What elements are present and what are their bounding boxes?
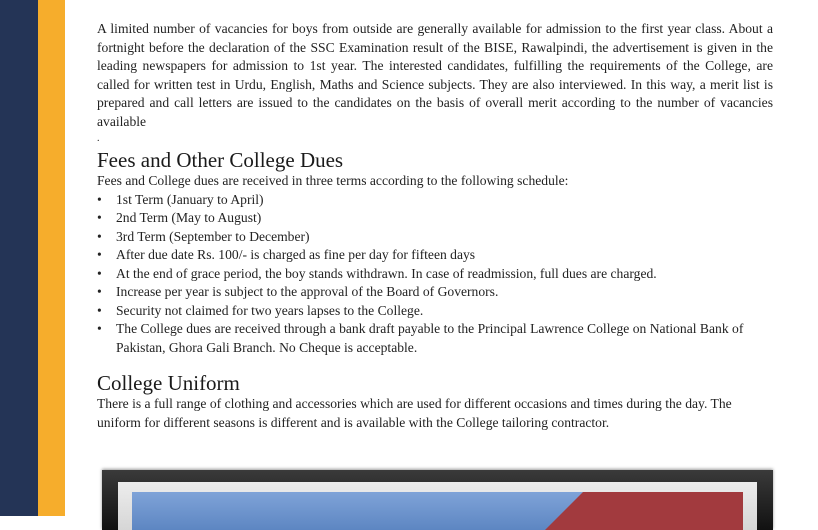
left-navy-stripe (0, 0, 38, 516)
stray-period: . (97, 133, 100, 144)
list-item (97, 246, 773, 265)
list-item-text: At the end of grace period, the boy stands withdrawn. In case of readmission, full dues are charged. (116, 265, 657, 281)
bullet-icon: • (97, 265, 102, 281)
bullet-icon: • (97, 302, 102, 318)
list-item-text: 1st Term (January to April) (116, 191, 264, 207)
left-gold-stripe (38, 0, 65, 516)
list-item-text: Security not claimed for two years lapses to the College. (116, 302, 424, 318)
bullet-icon: • (97, 321, 102, 336)
bullet-icon: • (97, 228, 102, 244)
admission-paragraph: A limited number of vacancies for boys from outside are generally available for admission to the first year class. About a fortnight before the declaration of the SSC Examination result of the BISE, Rawalpindi, the advertisement is given in the leading newspapers for admission to 1st year. The interested candidates, fulfilling the requirements of the College, are called for written test in Urdu, English, Maths and Science subjects. They are also interviewed. In this way, a merit list is prepared and call letters are issued to the candidates on the basis of overall merit according to the number of vacancies available (97, 21, 773, 129)
photo-mat (118, 482, 757, 530)
fees-intro: Fees and College dues are received in three terms according to the following schedule: (97, 173, 569, 188)
uniform-paragraph: There is a full range of clothing and accessories which are used for different occasions and times during the day. The uniform for different seasons is different and is available with the College tailoring contractor. (97, 396, 732, 430)
fees-schedule-list (97, 191, 773, 358)
list-item (97, 320, 773, 357)
list-item-text: The College dues are received through a bank draft payable to the Principal Lawrence College on National Bank of Pakistan, Ghora Gali Branch. No Cheque is acceptable. (116, 321, 744, 355)
college-building-photo (132, 492, 743, 530)
bullet-icon: • (97, 210, 102, 225)
bullet-icon: • (97, 191, 102, 207)
red-roof-shape (543, 492, 743, 530)
list-item (97, 265, 773, 284)
list-item-text: Increase per year is subject to the approval of the Board of Governors. (116, 284, 499, 299)
framed-photo (102, 470, 773, 530)
uniform-heading: College Uniform (97, 371, 240, 395)
list-item-text: After due date Rs. 100/- is charged as fine per day for fifteen days (116, 247, 476, 262)
bullet-icon: • (97, 247, 102, 262)
list-item (97, 191, 773, 210)
list-item-text: 3rd Term (September to December) (116, 228, 310, 244)
bullet-icon: • (97, 284, 102, 299)
list-item (97, 302, 773, 321)
list-item-text: 2nd Term (May to August) (116, 210, 262, 225)
page-content (97, 20, 773, 432)
fees-heading: Fees and Other College Dues (97, 148, 344, 172)
list-item (97, 209, 773, 228)
list-item (97, 283, 773, 302)
list-item (97, 228, 773, 247)
